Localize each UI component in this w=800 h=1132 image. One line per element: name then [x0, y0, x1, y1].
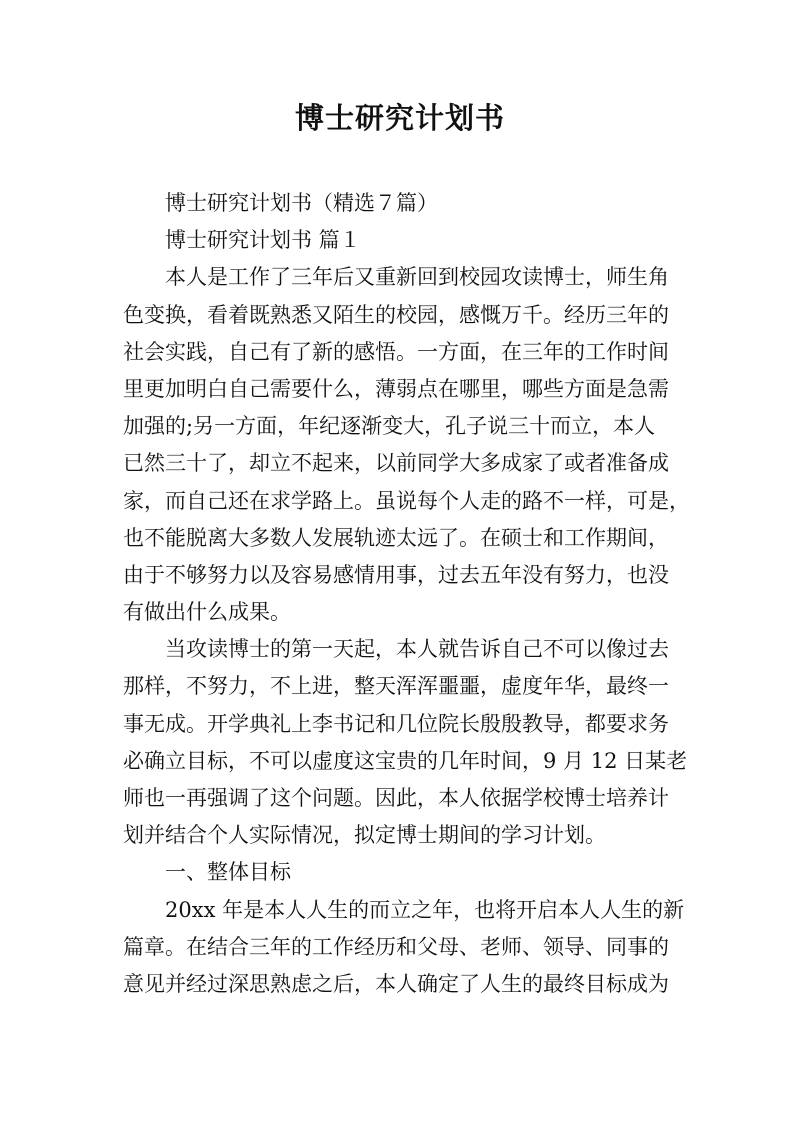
paragraph-line: 当攻读博士的第一天起，本人就告诉自己不可以像过去 — [165, 637, 669, 662]
paragraph-line: 师也一再强调了这个问题。因此，本人依据学校博士培养计 — [123, 786, 669, 810]
paragraph-line: 篇章。在结合三年的工作经历和父母、老师、领导、同事的 — [123, 934, 669, 959]
paragraph-line: 也不能脱离大多数人发展轨迹太远了。在硕士和工作期间， — [123, 525, 669, 550]
subtitle-line: 博士研究计划书（精选７篇） — [165, 191, 438, 215]
document-body — [123, 185, 693, 1003]
paragraph-line: 由于不够努力以及容易感情用事，过去五年没有努力，也没 — [123, 562, 669, 587]
paragraph-line: 那样，不努力，不上进，整天浑浑噩噩，虚度年华，最终一 — [123, 674, 669, 699]
paragraph-line: 已然三十了，却立不起来，以前同学大多成家了或者准备成 — [123, 451, 669, 476]
section-heading: 博士研究计划书 篇１ — [165, 228, 361, 253]
paragraph-line: 本人是工作了三年后又重新回到校园攻读博士，师生角 — [165, 265, 669, 290]
paragraph-line: 色变换，看着既熟悉又陌生的校园，感慨万千。经历三年的 — [123, 302, 669, 327]
paragraph-line: 意见并经过深思熟虑之后，本人确定了人生的最终目标成为 — [123, 971, 669, 996]
paragraph-line: 加强的;另一方面，年纪逐渐变大，孔子说三十而立，本人 — [123, 414, 656, 439]
paragraph-line: 必确立目标，不可以虚度这宝贵的几年时间，9 月 12 日某老 — [123, 748, 688, 773]
paragraph-line: 事无成。开学典礼上李书记和几位院长殷殷教导，都要求务 — [123, 711, 669, 736]
document-title: 博士研究计划书 — [294, 101, 505, 135]
paragraph-line: 划并结合个人实际情况，拟定博士期间的学习计划。 — [123, 823, 606, 848]
paragraph-line: 家，而自己还在求学路上。虽说每个人走的路不一样，可是， — [123, 488, 690, 513]
paragraph-line: 有做出什么成果。 — [123, 600, 291, 625]
paragraph-line: 里更加明白自己需要什么，薄弱点在哪里，哪些方面是急需 — [123, 376, 669, 401]
section-heading: 一、整体目标 — [165, 860, 291, 885]
paragraph-line: 20xx 年是本人人生的而立之年，也将开启本人人生的新 — [165, 897, 685, 922]
paragraph-line: 社会实践，自己有了新的感悟。一方面，在三年的工作时间 — [123, 339, 669, 364]
